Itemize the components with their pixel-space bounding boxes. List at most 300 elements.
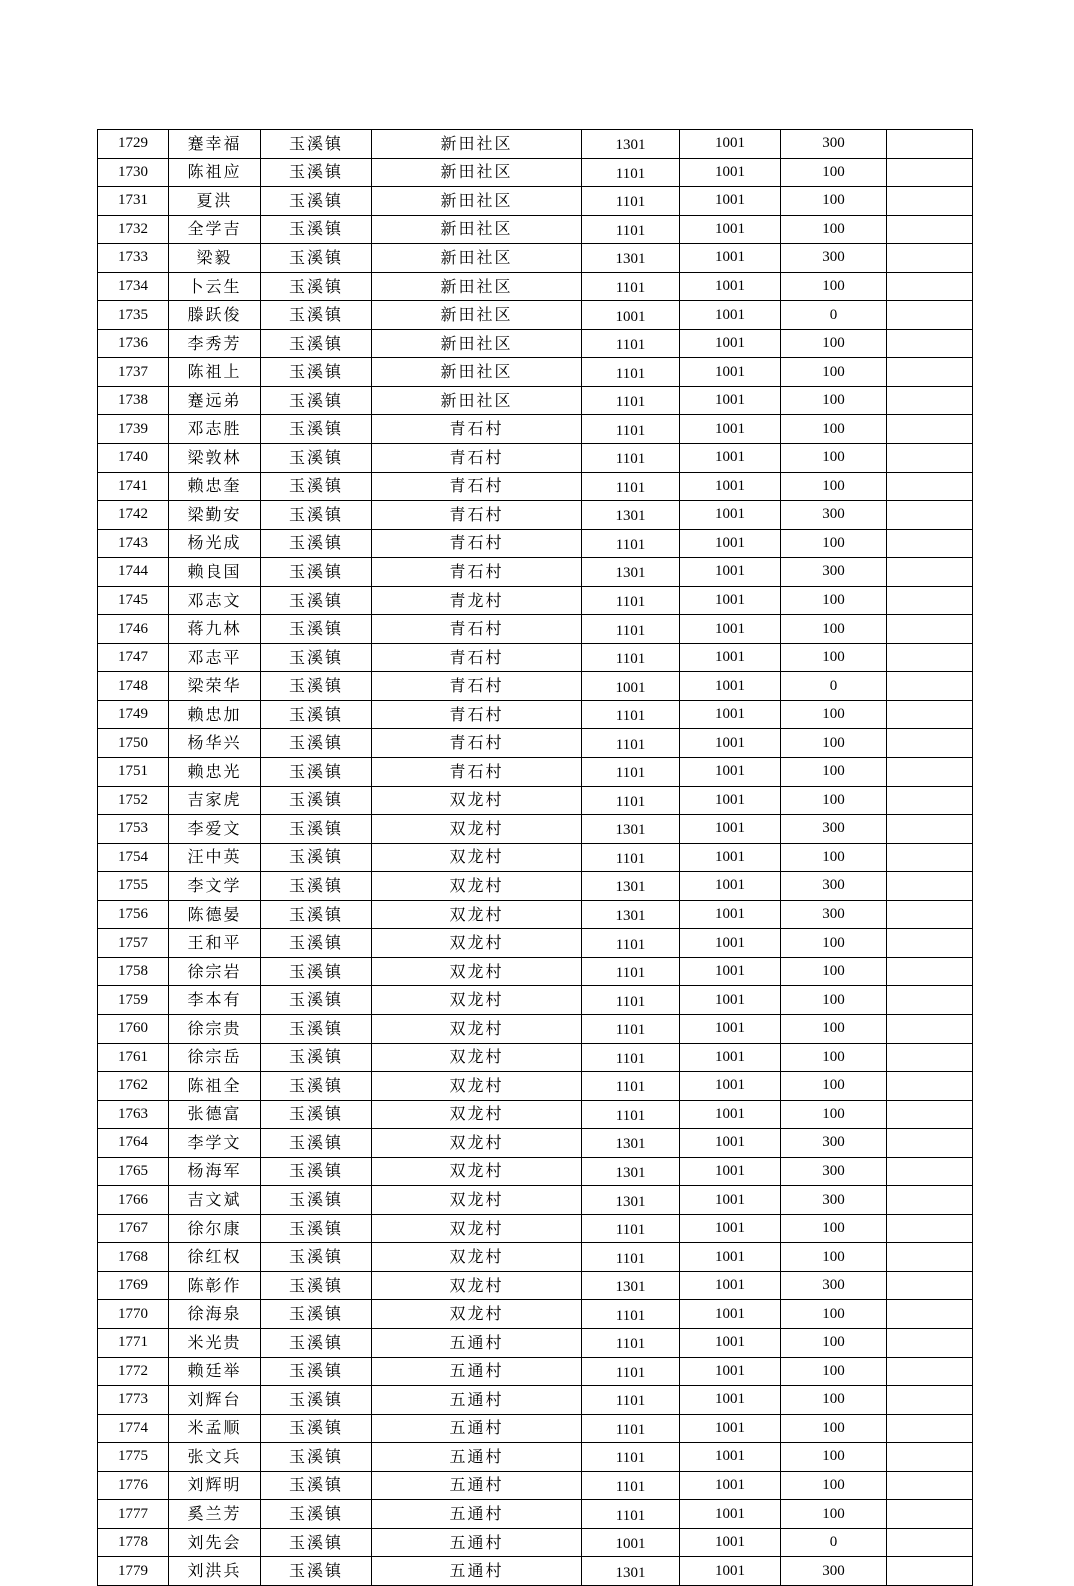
code-a-cell: 1101	[582, 986, 680, 1015]
township-cell: 玉溪镇	[261, 1043, 372, 1072]
amount-cell: 300	[781, 1186, 887, 1215]
remarks-cell	[887, 1043, 973, 1072]
code-a-cell: 1301	[582, 130, 680, 159]
amount-cell: 100	[781, 444, 887, 473]
name-cell: 李秀芳	[169, 329, 261, 358]
code-b-cell: 1001	[680, 444, 781, 473]
remarks-cell	[887, 272, 973, 301]
name-cell: 夏洪	[169, 187, 261, 216]
code-a-cell: 1101	[582, 187, 680, 216]
table-row	[98, 130, 973, 159]
name-cell: 邓志胜	[169, 415, 261, 444]
code-b-cell: 1001	[680, 1100, 781, 1129]
table-row	[98, 986, 973, 1015]
village-cell: 双龙村	[372, 815, 582, 844]
table-row	[98, 1557, 973, 1586]
township-cell: 玉溪镇	[261, 900, 372, 929]
village-cell: 新田社区	[372, 301, 582, 330]
table-row	[98, 187, 973, 216]
name-cell: 杨光成	[169, 529, 261, 558]
remarks-cell	[887, 187, 973, 216]
township-cell: 玉溪镇	[261, 872, 372, 901]
name-cell: 陈祖上	[169, 358, 261, 387]
township-cell: 玉溪镇	[261, 501, 372, 530]
amount-cell: 100	[781, 586, 887, 615]
table-row	[98, 1328, 973, 1357]
township-cell: 玉溪镇	[261, 643, 372, 672]
village-cell: 新田社区	[372, 386, 582, 415]
remarks-cell	[887, 1386, 973, 1415]
code-b-cell: 1001	[680, 1129, 781, 1158]
amount-cell: 100	[781, 957, 887, 986]
serial-number-cell: 1770	[98, 1300, 169, 1329]
name-cell: 张文兵	[169, 1443, 261, 1472]
code-a-cell: 1101	[582, 1214, 680, 1243]
code-b-cell: 1001	[680, 1186, 781, 1215]
serial-number-cell: 1772	[98, 1357, 169, 1386]
remarks-cell	[887, 1100, 973, 1129]
serial-number-cell: 1774	[98, 1414, 169, 1443]
table-row	[98, 1043, 973, 1072]
code-a-cell: 1101	[582, 1500, 680, 1529]
name-cell: 王和平	[169, 929, 261, 958]
code-b-cell: 1001	[680, 1014, 781, 1043]
code-b-cell: 1001	[680, 643, 781, 672]
code-b-cell: 1001	[680, 843, 781, 872]
code-a-cell: 1301	[582, 815, 680, 844]
amount-cell: 100	[781, 1443, 887, 1472]
remarks-cell	[887, 672, 973, 701]
serial-number-cell: 1746	[98, 615, 169, 644]
code-b-cell: 1001	[680, 158, 781, 187]
serial-number-cell: 1755	[98, 872, 169, 901]
serial-number-cell: 1745	[98, 586, 169, 615]
name-cell: 梁勤安	[169, 501, 261, 530]
name-cell: 奚兰芳	[169, 1500, 261, 1529]
remarks-cell	[887, 1214, 973, 1243]
code-b-cell: 1001	[680, 1271, 781, 1300]
village-cell: 双龙村	[372, 1129, 582, 1158]
records-table-body	[98, 130, 973, 1586]
name-cell: 蹇幸福	[169, 130, 261, 159]
remarks-cell	[887, 615, 973, 644]
township-cell: 玉溪镇	[261, 957, 372, 986]
township-cell: 玉溪镇	[261, 1300, 372, 1329]
remarks-cell	[887, 1328, 973, 1357]
amount-cell: 100	[781, 1243, 887, 1272]
village-cell: 青龙村	[372, 586, 582, 615]
village-cell: 五通村	[372, 1471, 582, 1500]
code-b-cell: 1001	[680, 272, 781, 301]
table-row	[98, 843, 973, 872]
village-cell: 双龙村	[372, 1157, 582, 1186]
table-row	[98, 1129, 973, 1158]
code-b-cell: 1001	[680, 1414, 781, 1443]
village-cell: 青石村	[372, 758, 582, 787]
amount-cell: 300	[781, 558, 887, 587]
code-a-cell: 1101	[582, 586, 680, 615]
code-b-cell: 1001	[680, 986, 781, 1015]
township-cell: 玉溪镇	[261, 1386, 372, 1415]
amount-cell: 100	[781, 1357, 887, 1386]
code-a-cell: 1101	[582, 615, 680, 644]
village-cell: 新田社区	[372, 244, 582, 273]
serial-number-cell: 1756	[98, 900, 169, 929]
code-b-cell: 1001	[680, 1386, 781, 1415]
village-cell: 五通村	[372, 1528, 582, 1557]
serial-number-cell: 1734	[98, 272, 169, 301]
remarks-cell	[887, 415, 973, 444]
code-a-cell: 1101	[582, 215, 680, 244]
table-row	[98, 415, 973, 444]
village-cell: 青石村	[372, 672, 582, 701]
amount-cell: 300	[781, 130, 887, 159]
village-cell: 新田社区	[372, 158, 582, 187]
township-cell: 玉溪镇	[261, 529, 372, 558]
amount-cell: 100	[781, 1414, 887, 1443]
remarks-cell	[887, 900, 973, 929]
remarks-cell	[887, 1528, 973, 1557]
remarks-cell	[887, 472, 973, 501]
name-cell: 吉文斌	[169, 1186, 261, 1215]
serial-number-cell: 1753	[98, 815, 169, 844]
serial-number-cell: 1751	[98, 758, 169, 787]
township-cell: 玉溪镇	[261, 700, 372, 729]
township-cell: 玉溪镇	[261, 130, 372, 159]
remarks-cell	[887, 130, 973, 159]
amount-cell: 0	[781, 1528, 887, 1557]
village-cell: 双龙村	[372, 929, 582, 958]
remarks-cell	[887, 586, 973, 615]
township-cell: 玉溪镇	[261, 758, 372, 787]
township-cell: 玉溪镇	[261, 472, 372, 501]
serial-number-cell: 1767	[98, 1214, 169, 1243]
township-cell: 玉溪镇	[261, 672, 372, 701]
table-row	[98, 272, 973, 301]
table-row	[98, 786, 973, 815]
serial-number-cell: 1747	[98, 643, 169, 672]
code-a-cell: 1301	[582, 1186, 680, 1215]
name-cell: 赖廷举	[169, 1357, 261, 1386]
amount-cell: 100	[781, 929, 887, 958]
amount-cell: 100	[781, 215, 887, 244]
table-row	[98, 1186, 973, 1215]
name-cell: 赖忠光	[169, 758, 261, 787]
name-cell: 李本有	[169, 986, 261, 1015]
name-cell: 邓志平	[169, 643, 261, 672]
township-cell: 玉溪镇	[261, 786, 372, 815]
code-a-cell: 1101	[582, 1043, 680, 1072]
village-cell: 新田社区	[372, 187, 582, 216]
township-cell: 玉溪镇	[261, 358, 372, 387]
code-b-cell: 1001	[680, 1471, 781, 1500]
code-b-cell: 1001	[680, 929, 781, 958]
code-b-cell: 1001	[680, 1443, 781, 1472]
code-a-cell: 1101	[582, 1072, 680, 1101]
table-row	[98, 244, 973, 273]
code-a-cell: 1101	[582, 1357, 680, 1386]
name-cell: 赖忠加	[169, 700, 261, 729]
code-a-cell: 1101	[582, 1386, 680, 1415]
village-cell: 青石村	[372, 444, 582, 473]
table-row	[98, 872, 973, 901]
amount-cell: 100	[781, 158, 887, 187]
township-cell: 玉溪镇	[261, 815, 372, 844]
table-row	[98, 1214, 973, 1243]
amount-cell: 100	[781, 643, 887, 672]
township-cell: 玉溪镇	[261, 1557, 372, 1586]
remarks-cell	[887, 1271, 973, 1300]
code-a-cell: 1301	[582, 1157, 680, 1186]
township-cell: 玉溪镇	[261, 1414, 372, 1443]
name-cell: 米孟顺	[169, 1414, 261, 1443]
remarks-cell	[887, 558, 973, 587]
village-cell: 双龙村	[372, 843, 582, 872]
village-cell: 青石村	[372, 529, 582, 558]
township-cell: 玉溪镇	[261, 1072, 372, 1101]
amount-cell: 300	[781, 244, 887, 273]
serial-number-cell: 1760	[98, 1014, 169, 1043]
code-a-cell: 1101	[582, 158, 680, 187]
amount-cell: 0	[781, 301, 887, 330]
remarks-cell	[887, 1500, 973, 1529]
remarks-cell	[887, 643, 973, 672]
remarks-cell	[887, 1300, 973, 1329]
village-cell: 青石村	[372, 415, 582, 444]
serial-number-cell: 1732	[98, 215, 169, 244]
code-b-cell: 1001	[680, 1557, 781, 1586]
village-cell: 青石村	[372, 615, 582, 644]
code-a-cell: 1301	[582, 244, 680, 273]
remarks-cell	[887, 1414, 973, 1443]
name-cell: 李学文	[169, 1129, 261, 1158]
code-b-cell: 1001	[680, 1357, 781, 1386]
village-cell: 双龙村	[372, 1072, 582, 1101]
name-cell: 徐宗岩	[169, 957, 261, 986]
township-cell: 玉溪镇	[261, 615, 372, 644]
code-b-cell: 1001	[680, 1243, 781, 1272]
amount-cell: 100	[781, 1500, 887, 1529]
amount-cell: 300	[781, 815, 887, 844]
code-b-cell: 1001	[680, 215, 781, 244]
code-a-cell: 1101	[582, 1443, 680, 1472]
code-b-cell: 1001	[680, 415, 781, 444]
name-cell: 滕跃俊	[169, 301, 261, 330]
table-row	[98, 1271, 973, 1300]
name-cell: 赖忠奎	[169, 472, 261, 501]
township-cell: 玉溪镇	[261, 272, 372, 301]
name-cell: 刘先会	[169, 1528, 261, 1557]
code-a-cell: 1101	[582, 729, 680, 758]
village-cell: 青石村	[372, 643, 582, 672]
name-cell: 徐宗贵	[169, 1014, 261, 1043]
table-row	[98, 957, 973, 986]
remarks-cell	[887, 1443, 973, 1472]
township-cell: 玉溪镇	[261, 1471, 372, 1500]
table-row	[98, 472, 973, 501]
code-b-cell: 1001	[680, 672, 781, 701]
code-a-cell: 1101	[582, 957, 680, 986]
table-row	[98, 1500, 973, 1529]
code-b-cell: 1001	[680, 758, 781, 787]
amount-cell: 100	[781, 786, 887, 815]
remarks-cell	[887, 1243, 973, 1272]
village-cell: 五通村	[372, 1328, 582, 1357]
remarks-cell	[887, 843, 973, 872]
serial-number-cell: 1744	[98, 558, 169, 587]
serial-number-cell: 1762	[98, 1072, 169, 1101]
village-cell: 双龙村	[372, 986, 582, 1015]
name-cell: 梁荣华	[169, 672, 261, 701]
amount-cell: 100	[781, 1072, 887, 1101]
code-b-cell: 1001	[680, 244, 781, 273]
code-b-cell: 1001	[680, 900, 781, 929]
code-a-cell: 1301	[582, 1271, 680, 1300]
code-a-cell: 1101	[582, 529, 680, 558]
serial-number-cell: 1752	[98, 786, 169, 815]
name-cell: 杨华兴	[169, 729, 261, 758]
amount-cell: 100	[781, 529, 887, 558]
serial-number-cell: 1748	[98, 672, 169, 701]
code-b-cell: 1001	[680, 1043, 781, 1072]
code-b-cell: 1001	[680, 615, 781, 644]
code-b-cell: 1001	[680, 700, 781, 729]
name-cell: 徐宗岳	[169, 1043, 261, 1072]
remarks-cell	[887, 700, 973, 729]
amount-cell: 300	[781, 900, 887, 929]
code-b-cell: 1001	[680, 1300, 781, 1329]
serial-number-cell: 1731	[98, 187, 169, 216]
table-row	[98, 558, 973, 587]
table-row	[98, 615, 973, 644]
code-a-cell: 1101	[582, 1300, 680, 1329]
township-cell: 玉溪镇	[261, 244, 372, 273]
township-cell: 玉溪镇	[261, 1271, 372, 1300]
name-cell: 杨海军	[169, 1157, 261, 1186]
code-a-cell: 1101	[582, 1243, 680, 1272]
remarks-cell	[887, 1186, 973, 1215]
name-cell: 邓志文	[169, 586, 261, 615]
village-cell: 双龙村	[372, 1214, 582, 1243]
remarks-cell	[887, 358, 973, 387]
village-cell: 新田社区	[372, 130, 582, 159]
serial-number-cell: 1740	[98, 444, 169, 473]
name-cell: 陈祖应	[169, 158, 261, 187]
village-cell: 双龙村	[372, 1186, 582, 1215]
serial-number-cell: 1761	[98, 1043, 169, 1072]
table-row	[98, 672, 973, 701]
remarks-cell	[887, 329, 973, 358]
serial-number-cell: 1778	[98, 1528, 169, 1557]
code-b-cell: 1001	[680, 386, 781, 415]
remarks-cell	[887, 444, 973, 473]
name-cell: 赖良国	[169, 558, 261, 587]
name-cell: 卜云生	[169, 272, 261, 301]
serial-number-cell: 1771	[98, 1328, 169, 1357]
remarks-cell	[887, 529, 973, 558]
serial-number-cell: 1736	[98, 329, 169, 358]
amount-cell: 300	[781, 872, 887, 901]
township-cell: 玉溪镇	[261, 329, 372, 358]
table-row	[98, 1443, 973, 1472]
code-b-cell: 1001	[680, 501, 781, 530]
amount-cell: 100	[781, 1043, 887, 1072]
code-a-cell: 1301	[582, 1557, 680, 1586]
name-cell: 汪中英	[169, 843, 261, 872]
serial-number-cell: 1779	[98, 1557, 169, 1586]
code-a-cell: 1001	[582, 672, 680, 701]
code-b-cell: 1001	[680, 472, 781, 501]
records-table	[97, 129, 973, 1586]
amount-cell: 300	[781, 1557, 887, 1586]
name-cell: 陈彰作	[169, 1271, 261, 1300]
township-cell: 玉溪镇	[261, 1014, 372, 1043]
table-row	[98, 444, 973, 473]
township-cell: 玉溪镇	[261, 1186, 372, 1215]
village-cell: 新田社区	[372, 215, 582, 244]
remarks-cell	[887, 215, 973, 244]
village-cell: 青石村	[372, 700, 582, 729]
name-cell: 李爱文	[169, 815, 261, 844]
serial-number-cell: 1769	[98, 1271, 169, 1300]
amount-cell: 100	[781, 1386, 887, 1415]
table-row	[98, 215, 973, 244]
code-b-cell: 1001	[680, 815, 781, 844]
code-a-cell: 1101	[582, 358, 680, 387]
amount-cell: 100	[781, 472, 887, 501]
township-cell: 玉溪镇	[261, 929, 372, 958]
table-row	[98, 1300, 973, 1329]
code-a-cell: 1001	[582, 1528, 680, 1557]
amount-cell: 100	[781, 758, 887, 787]
table-row	[98, 158, 973, 187]
township-cell: 玉溪镇	[261, 986, 372, 1015]
code-b-cell: 1001	[680, 957, 781, 986]
village-cell: 青石村	[372, 501, 582, 530]
serial-number-cell: 1777	[98, 1500, 169, 1529]
name-cell: 梁敦林	[169, 444, 261, 473]
amount-cell: 300	[781, 1129, 887, 1158]
serial-number-cell: 1759	[98, 986, 169, 1015]
code-b-cell: 1001	[680, 786, 781, 815]
name-cell: 刘辉明	[169, 1471, 261, 1500]
village-cell: 双龙村	[372, 1100, 582, 1129]
remarks-cell	[887, 929, 973, 958]
table-row	[98, 1357, 973, 1386]
table-row	[98, 1414, 973, 1443]
serial-number-cell: 1757	[98, 929, 169, 958]
remarks-cell	[887, 158, 973, 187]
name-cell: 徐红权	[169, 1243, 261, 1272]
amount-cell: 100	[781, 1471, 887, 1500]
township-cell: 玉溪镇	[261, 158, 372, 187]
serial-number-cell: 1741	[98, 472, 169, 501]
serial-number-cell: 1765	[98, 1157, 169, 1186]
remarks-cell	[887, 815, 973, 844]
code-b-cell: 1001	[680, 729, 781, 758]
village-cell: 双龙村	[372, 957, 582, 986]
remarks-cell	[887, 957, 973, 986]
code-a-cell: 1101	[582, 929, 680, 958]
township-cell: 玉溪镇	[261, 415, 372, 444]
township-cell: 玉溪镇	[261, 301, 372, 330]
village-cell: 新田社区	[372, 329, 582, 358]
table-row	[98, 758, 973, 787]
remarks-cell	[887, 1471, 973, 1500]
code-a-cell: 1301	[582, 900, 680, 929]
name-cell: 全学吉	[169, 215, 261, 244]
table-row	[98, 1014, 973, 1043]
